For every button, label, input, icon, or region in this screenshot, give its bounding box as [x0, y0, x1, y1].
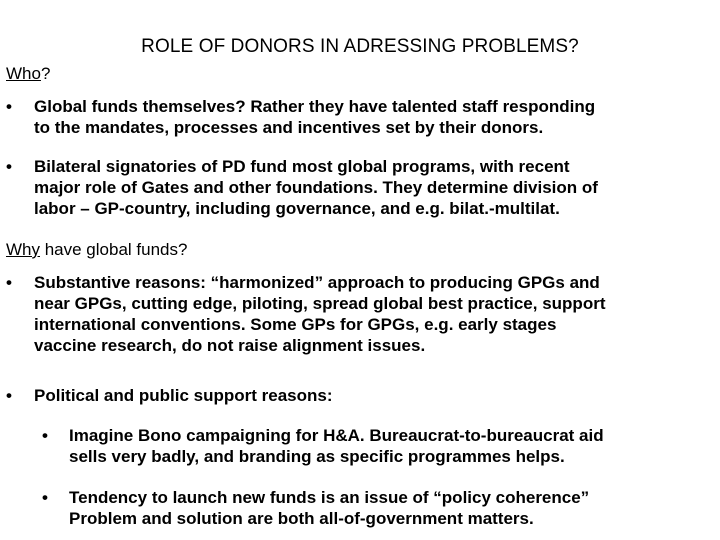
bullet-line: Tendency to launch new funds is an issue of “policy coherence” — [69, 488, 590, 507]
bullet-line: labor – GP-country, including governance, and e.g. bilat.-multilat. — [34, 199, 560, 218]
bullet-line: sells very badly, and branding as specific programmes helps. — [69, 447, 565, 466]
slide-title: ROLE OF DONORS IN ADRESSING PROBLEMS? — [141, 36, 579, 57]
bullet-line: major role of Gates and other foundations. They determine division of — [34, 178, 598, 197]
bullet-line: near GPGs, cutting edge, piloting, spread global best practice, support — [34, 294, 606, 313]
bullet-text — [34, 96, 720, 138]
bullet-line: Imagine Bono campaigning for H&A. Bureaucrat-to-bureaucrat aid — [69, 426, 604, 445]
bullet-text — [34, 272, 720, 356]
bullet-text — [69, 487, 719, 529]
bullet-icon: • — [42, 426, 48, 445]
bullet-line: Global funds themselves? Rather they have talented staff responding — [34, 97, 596, 116]
bullet-icon: • — [6, 386, 12, 405]
who-heading-rest: ? — [40, 64, 51, 83]
bullet-icon: • — [6, 273, 12, 292]
bullet-text — [69, 425, 719, 467]
bullet-line: vaccine research, do not raise alignment issues. — [34, 336, 426, 355]
why-heading-underlined: Why — [6, 240, 40, 259]
bullet-line: Substantive reasons: “harmonized” approach to producing GPGs and — [34, 273, 600, 292]
why-heading-rest: have global funds? — [40, 240, 188, 259]
bullet-icon: • — [6, 97, 12, 116]
bullet-text — [34, 385, 720, 406]
bullet-line: Bilateral signatories of PD fund most global programs, with recent — [34, 157, 570, 176]
bullet-text — [34, 156, 720, 219]
bullet-line: to the mandates, processes and incentives set by their donors. — [34, 118, 544, 137]
who-heading — [6, 64, 50, 84]
bullet-line: Political and public support reasons: — [34, 386, 333, 405]
bullet-line: international conventions. Some GPs for GPGs, e.g. early stages — [34, 315, 557, 334]
bullet-icon: • — [42, 488, 48, 507]
bullet-line: Problem and solution are both all-of-government matters. — [69, 509, 534, 528]
who-heading-underlined: Who — [6, 64, 41, 83]
bullet-icon: • — [6, 157, 12, 176]
why-heading — [6, 240, 187, 260]
